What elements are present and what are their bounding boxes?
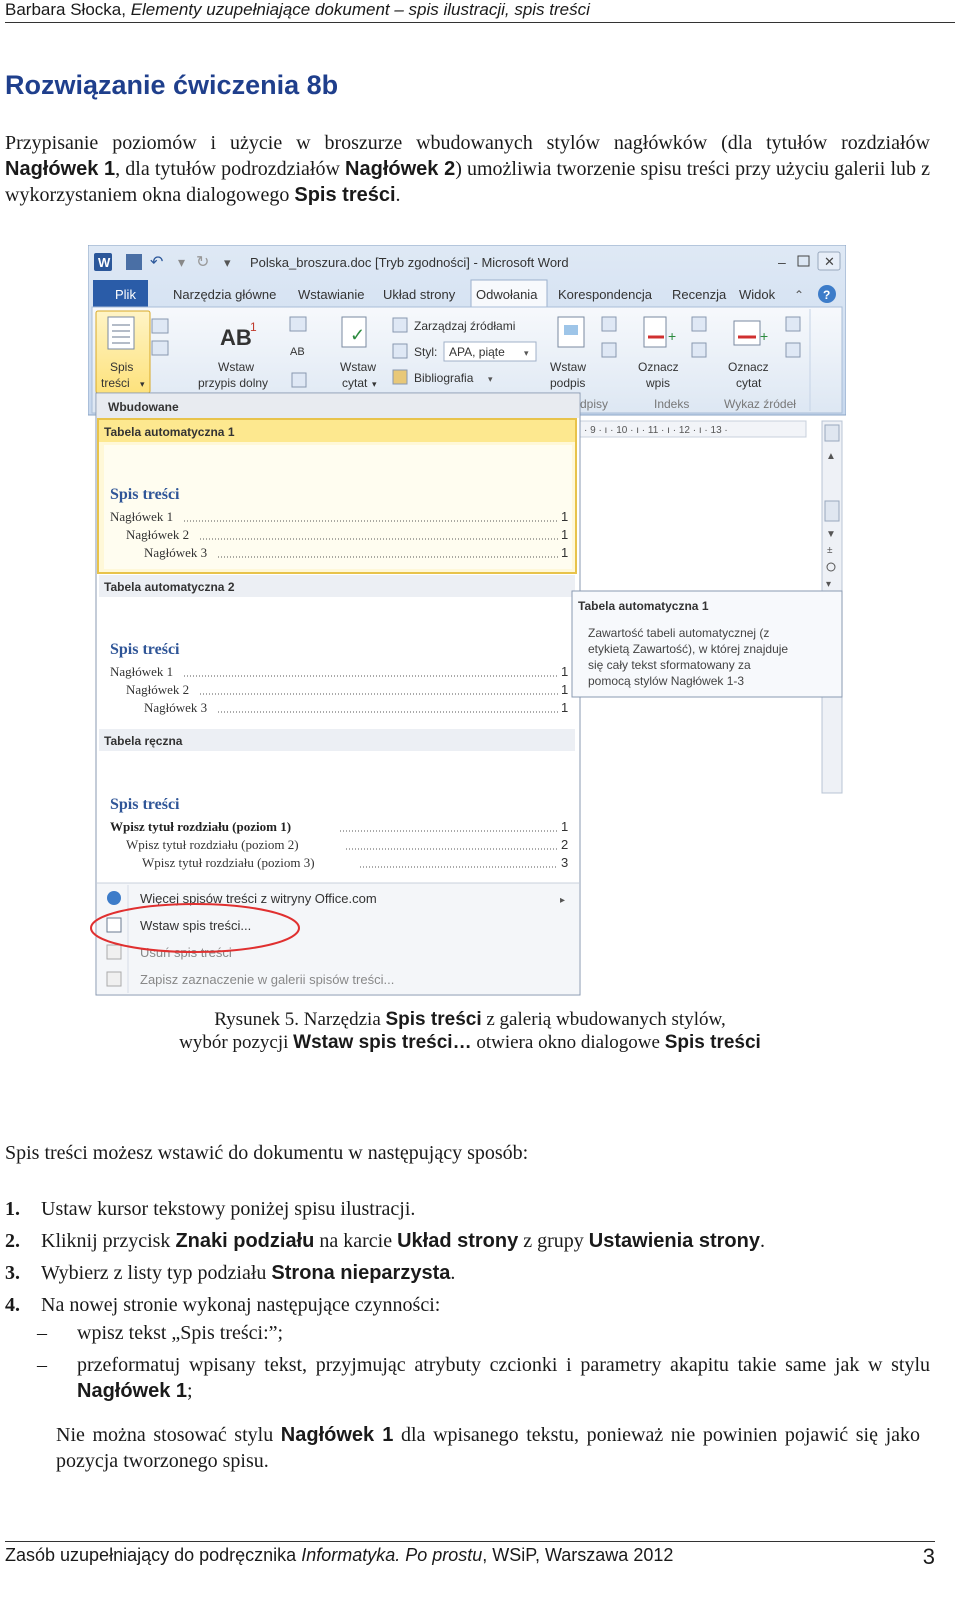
window-title: Polska_broszura.doc [Tryb zgodności] - Microsoft Word [250,255,569,270]
mark-entry-icon [644,317,666,347]
step-1: 1. Ustaw kursor tekstowy poniżej spisu ilustracji. [5,1198,416,1220]
svg-text:Zapisz zaznaczenie w galerii s: Zapisz zaznaczenie w galerii spisów treści... [140,972,395,987]
svg-text:przypis dolny: przypis dolny [198,376,269,390]
svg-text:cytat: cytat [342,376,368,390]
svg-text:Wykaz źródeł: Wykaz źródeł [724,397,796,411]
minimize-icon: – [778,254,786,270]
update-table-icon [152,341,168,355]
svg-text:Spis: Spis [110,360,134,374]
svg-text:Wstaw: Wstaw [218,360,254,374]
svg-text:✓: ✓ [350,325,366,345]
tab-references-label: Odwołania [476,287,538,302]
svg-text:W: W [98,255,111,270]
svg-text:+: + [760,328,769,344]
svg-text:▲: ▲ [826,451,836,462]
svg-text:Spis treści: Spis treści [110,796,180,813]
paragraph-how-to: Spis treści możesz wstawić do dokumentu w następujący sposób: [5,1142,529,1164]
svg-text:?: ? [823,288,831,302]
intro-paragraph: Przypisanie poziomów i użycie w broszurze wbudowanych stylów nagłówków (dla tytułów rozdziałów Nagłówek 1, dla tytułów podrozdziałów Nagłówek 2) umożliwia tworzenie spisu treści przy użyciu galerii lub z wykorzystaniem okna dialogowego Spis treści. [5,132,931,206]
svg-text:dpisy: dpisy [580,397,609,411]
tab-view: Widok [739,287,776,302]
page-heading: Rozwiązanie ćwiczenia 8b [5,70,339,100]
svg-text:Styl:: Styl: [414,345,438,359]
svg-text:Nagłówek 1: Nagłówek 1 [110,509,174,524]
add-text-icon [152,319,168,333]
dash-item-1: – wpisz tekst „Spis treści:”; [37,1322,284,1344]
svg-text:▾: ▾ [372,379,377,389]
collapse-ribbon-icon: ⌃ [794,288,805,302]
globe-icon [107,891,121,905]
figure-caption: Rysunek 5. Narzędzia Spis treści z galerią wbudowanych stylów, wybór pozycji Wstaw spis treści… otwiera okno dialogowe Spis treści [179,1009,761,1053]
svg-text:1: 1 [561,509,569,524]
svg-text:Wpisz tytuł rozdziału (poziom: Wpisz tytuł rozdziału (poziom 1) [110,819,292,834]
step-3: 3. Wybierz z listy typ podziału Strona nieparzysta. [5,1262,456,1284]
svg-text:1: 1 [561,682,569,697]
svg-text:pomocą stylów Nagłówek 1-3: pomocą stylów Nagłówek 1-3 [588,674,745,688]
svg-text:Tabela automatyczna 2: Tabela automatyczna 2 [104,580,235,594]
svg-text:▾: ▾ [524,348,529,358]
svg-text:✕: ✕ [824,254,835,269]
svg-text:▾: ▾ [140,379,145,389]
svg-text:Spis treści: Spis treści [110,486,180,503]
svg-text:▾: ▾ [826,579,832,590]
svg-text:Tabela ręczna: Tabela ręczna [104,734,183,748]
svg-text:1: 1 [561,527,569,542]
svg-text:Nagłówek 2: Nagłówek 2 [126,682,190,697]
bibliography-icon [393,370,407,384]
toc-icon [108,317,134,349]
svg-text:Nagłówek 3: Nagłówek 3 [144,700,208,715]
toc-small-icon [107,918,121,932]
svg-text:▾: ▾ [224,255,231,270]
svg-text:Więcej spisów treści z witryny: Więcej spisów treści z witryny Office.com [140,891,377,906]
tab-file-label: Plik [115,287,136,302]
svg-text:Bibliografia: Bibliografia [414,371,474,385]
dash-item-2: – przeformatuj wpisany tekst, przyjmując atrybuty czcionki i parametry akapitu takie same jak w stylu Nagłówek 1; [37,1354,930,1402]
note-paragraph: Nie można stosować stylu Nagłówek 1 dla wpisanego tekstu, ponieważ nie powinien pojawić się jako pozycja tworzonego spisu. [56,1424,921,1472]
svg-text:cytat: cytat [736,376,762,390]
svg-text:Zawartość tabeli automatycznej: Zawartość tabeli automatycznej (z [588,626,770,640]
tab-home: Narzędzia główne [173,287,277,302]
menu-item-save[interactable] [107,972,394,987]
tab-review: Recenzja [672,287,727,302]
header-author: Barbara Słocka, [5,0,126,19]
svg-text:Nagłówek 1: Nagłówek 1 [110,664,174,679]
svg-text:1: 1 [561,819,569,834]
svg-text:Wpisz tytuł rozdziału (poziom: Wpisz tytuł rozdziału (poziom 3) [142,855,315,870]
footnote-icon: AB [220,325,252,350]
svg-text:Tabela automatyczna 1: Tabela automatyczna 1 [104,425,235,439]
svg-text:Tabela automatyczna 1: Tabela automatyczna 1 [578,599,709,613]
svg-text:1: 1 [561,664,569,679]
tab-layout: Układ strony [383,287,456,302]
svg-text:się cały tekst sformatowany za: się cały tekst sformatowany za [588,658,751,672]
svg-text:1: 1 [250,320,257,334]
undo-icon: ↶ [150,254,164,271]
gallery-item-auto1[interactable] [98,419,576,573]
page-number: 3 [922,1544,935,1569]
svg-text:1: 1 [561,545,569,560]
manage-sources-icon [393,318,407,332]
step-4: 4. Na nowej stronie wykonaj następujące czynności: [5,1294,441,1316]
svg-text:▸: ▸ [560,895,566,906]
svg-text:Spis treści: Spis treści [110,641,180,658]
tooltip [572,591,842,697]
dash-list [5,1320,930,1410]
svg-text:Nagłówek 2: Nagłówek 2 [126,527,190,542]
svg-text:1: 1 [561,700,569,715]
tab-insert: Wstawianie [298,287,365,302]
svg-text:podpis: podpis [550,376,586,390]
redo-icon: ↻ [196,254,210,271]
save-icon [126,254,142,270]
svg-text:APA, piąte: APA, piąte [449,345,505,359]
page-footer: Zasób uzupełniający do podręcznika Informatyka. Po prostu, WSiP, Warszawa 2012 3 [5,1541,935,1566]
svg-text:+: + [668,328,677,344]
svg-text:Wstaw spis treści...: Wstaw spis treści... [140,918,252,933]
svg-text:▼: ▼ [826,529,836,540]
svg-text:etykietą Zawartość), w której: etykietą Zawartość), w której znajduje [588,642,789,656]
svg-text:Wstaw: Wstaw [340,360,376,374]
svg-text:Usuń spis treści: Usuń spis treści [140,945,232,960]
svg-text:· 9 · ı · 10 · ı · 11 · ı · 12: · 9 · ı · 10 · ı · 11 · ı · 12 · ı · 13 · [584,425,728,436]
word-screenshot [88,245,846,997]
svg-text:Oznacz: Oznacz [728,360,769,374]
gallery-section-label: Wbudowane [108,400,179,414]
svg-text:Wpisz tytuł rozdziału (poziom: Wpisz tytuł rozdziału (poziom 2) [126,837,299,852]
svg-text:Indeks: Indeks [654,397,690,411]
svg-text:Wstaw: Wstaw [550,360,586,374]
svg-text:▾: ▾ [178,254,186,270]
header-title: Elementy uzupełniające dokument – spis ilustracji, spis treści [130,0,590,19]
steps-list [5,1193,935,1321]
running-header [5,0,955,23]
svg-text:Zarządzaj źródłami: Zarządzaj źródłami [414,319,516,333]
svg-text:▾: ▾ [488,374,493,384]
svg-text:2: 2 [561,837,569,852]
svg-text:wpis: wpis [646,376,671,390]
step-2: 2. Kliknij przycisk Znaki podziału na karcie Układ strony z grupy Ustawienia strony. [5,1230,765,1252]
svg-text:treści: treści [101,376,130,390]
svg-text:Oznacz: Oznacz [638,360,679,374]
svg-text:±: ± [827,545,833,556]
tab-mailings: Korespondencja [558,287,652,302]
svg-text:AB: AB [290,346,305,358]
svg-text:3: 3 [561,855,569,870]
svg-text:Nagłówek 3: Nagłówek 3 [144,545,208,560]
mark-citation-icon [734,321,760,345]
